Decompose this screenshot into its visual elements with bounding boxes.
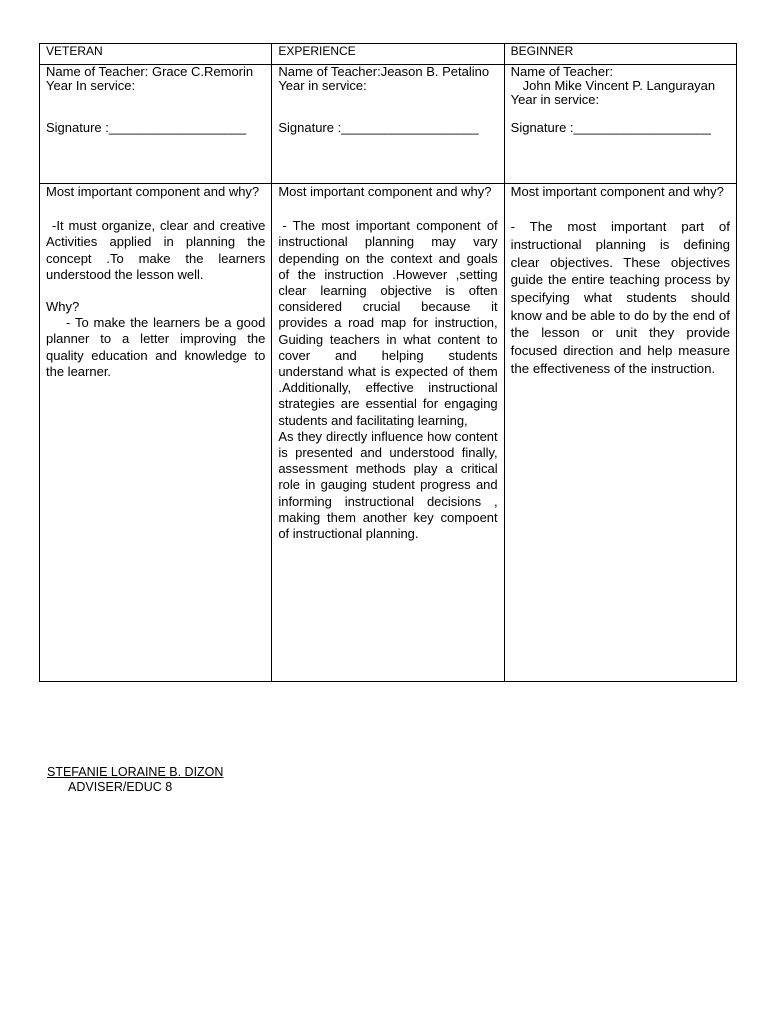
header-experience: EXPERIENCE: [272, 44, 504, 65]
adviser-block: [47, 765, 223, 795]
header-veteran: VETERAN: [40, 44, 272, 65]
experience-answer-cell: [272, 184, 504, 682]
teacher-info-row: [40, 65, 737, 184]
beginner-info-cell: [504, 65, 736, 184]
experience-question: Most important component and why?: [278, 184, 492, 199]
beginner-question: Most important component and why?: [510, 184, 724, 199]
experience-answer-continued: As they directly influence how content is presented and understood finally, assessment methods play a critical role in gauging student progress and informing instructional decisions , making them another key compoent of instructional planning.: [278, 428, 498, 542]
experience-signature-line: Signature :___________________: [278, 120, 479, 135]
beginner-teacher-name-label: Name of Teacher:: [510, 64, 614, 79]
beginner-answer-cell: [504, 184, 736, 682]
beginner-answer: - The most important part of instructional planning is defining clear objectives. These objectives guide the entire teaching process by specifying what students should know and be able to do by the end of the lesson or unit they provide focused direction and help measure the effectiveness of the instruction.: [510, 219, 730, 376]
header-row: [40, 44, 737, 65]
beginner-signature-line: Signature :___________________: [510, 120, 711, 135]
veteran-answer: -It must organize, clear and creative Activities applied in planning the concept .To make the learners understood the lesson well.: [46, 218, 266, 282]
veteran-why-label: Why?: [46, 299, 80, 315]
answer-row: [40, 184, 737, 682]
veteran-signature-line: Signature :___________________: [46, 120, 247, 135]
experience-info-cell: [272, 65, 504, 184]
adviser-role: ADVISER/EDUC 8: [68, 780, 173, 794]
teacher-comparison-table: [39, 43, 737, 682]
spacer: [46, 283, 265, 299]
experience-year-in-service: Year in service:: [278, 78, 367, 93]
veteran-year-in-service: Year In service:: [46, 78, 136, 93]
beginner-teacher-name: John Mike Vincent P. Langurayan: [522, 78, 716, 93]
adviser-name: STEFANIE LORAINE B. DIZON: [47, 765, 224, 779]
experience-answer: - The most important component of instructional planning may vary depending on the context and goals of the instruction .However ,setting clear learning objective is often considered crucial because it provides a road map for instruction, Guiding teachers in what content to cover and helping students understand what is expected of them .Additionally, effective instructional strategies are essential for engaging students and facilitating learning,: [278, 218, 498, 428]
veteran-why-answer: - To make the learners be a good planner to a letter improving the quality education and knowledge to the learner.: [46, 315, 266, 379]
veteran-answer-cell: [40, 184, 272, 682]
beginner-year-in-service: Year in service:: [510, 92, 600, 107]
experience-teacher-name: Name of Teacher:Jeason B. Petalino: [278, 64, 490, 79]
header-beginner: BEGINNER: [504, 44, 736, 65]
veteran-teacher-name: Name of Teacher: Grace C.Remorin: [46, 64, 254, 79]
veteran-info-cell: [40, 65, 272, 184]
veteran-question: Most important component and why?: [46, 184, 260, 199]
